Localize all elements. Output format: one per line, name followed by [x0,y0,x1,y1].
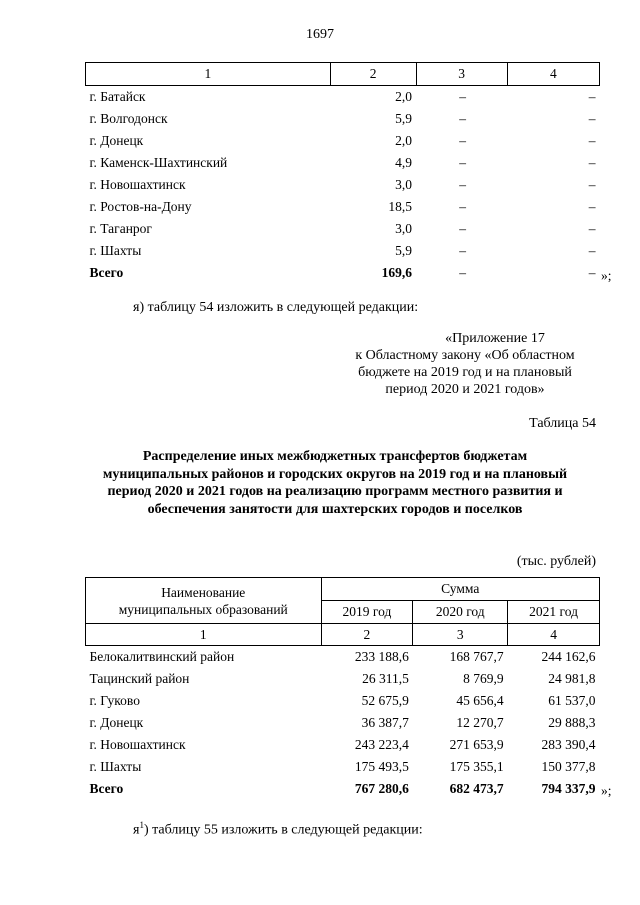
value-cell: – [459,133,466,148]
value-cell: – [588,133,596,148]
value-cell: – [459,111,466,126]
value-cell: 5,9 [395,111,413,126]
municipality-name: г. Волгодонск [89,111,168,126]
value-2019: 175 493,5 [354,759,409,774]
total-value: 169,6 [381,265,413,280]
value-2021: 150 377,8 [541,759,596,774]
value-2021: 29 888,3 [548,715,596,730]
title-line: обеспечения занятости для шахтерских городов и поселков [147,501,523,517]
municipality-name: Белокалитвинский район [89,649,235,664]
column-number-row [86,63,600,86]
value-cell: – [588,155,596,170]
transfers-table-continuation [85,62,600,284]
value-cell: – [588,177,596,192]
name-column-header [86,578,322,624]
value-2019: 233 188,6 [354,649,409,664]
value-cell: 18,5 [388,199,413,214]
value-cell: 2,0 [395,133,413,148]
municipality-name: г. Новошахтинск [89,737,186,752]
value-2021: 24 981,8 [548,671,596,686]
total-row [86,262,600,284]
paragraph-superscript: 1 [139,820,144,830]
municipality-name: г. Батайск [89,89,146,104]
municipality-name: г. Донецк [89,715,144,730]
value-2019: 26 311,5 [362,671,409,686]
value-2020: 8 769,9 [463,671,504,686]
appendix-line: «Приложение 17 [445,331,545,346]
sum-header: Сумма [321,578,600,601]
total-label: Всего [89,781,124,796]
page-number: 1697 [306,27,334,42]
value-2019: 52 675,9 [361,693,409,708]
column-number-row [86,624,600,646]
amendment-paragraph: я) таблицу 54 изложить в следующей редакции: [133,300,419,315]
table-row [86,690,600,712]
table-row [86,712,600,734]
table-row [86,218,600,240]
title-line: период 2020 и 2021 годов на реализацию программ местного развития и [107,484,563,499]
value-cell: 5,9 [395,243,413,258]
column-number: 2 [321,624,413,646]
table-row [86,86,600,109]
title-line: Распределение иных межбюджетных трансфертов бюджетам [142,449,528,464]
table-row [86,240,600,262]
total-2019: 767 280,6 [354,781,409,796]
municipality-name: г. Таганрог [89,221,152,236]
value-cell: – [588,199,596,214]
municipality-name: Тацинский район [89,671,190,686]
units-label: (тыс. рублей) [516,554,596,569]
value-2021: 283 390,4 [541,737,596,752]
year-header: 2020 год [413,601,508,624]
value-cell: 3,0 [395,221,413,236]
value-2021: 244 162,6 [541,649,596,664]
value-2020: 271 653,9 [449,737,504,752]
column-number: 1 [86,63,331,86]
value-cell: 2,0 [395,89,413,104]
value-cell: – [588,111,596,126]
value-2020: 175 355,1 [449,759,504,774]
appendix-reference [330,330,600,398]
column-number: 4 [507,63,599,86]
value-2020: 45 656,4 [456,693,504,708]
table-row [86,152,600,174]
value-cell: – [459,89,466,104]
municipality-name: г. Гуково [89,693,140,708]
table-row [86,646,600,669]
column-number: 3 [416,63,507,86]
table-number: Таблица 54 [529,416,596,431]
municipality-name: г. Донецк [89,133,144,148]
title-line: муниципальных районов и городских округов на 2019 год и на плановый [102,466,568,482]
table-row [86,196,600,218]
value-2019: 36 387,7 [361,715,409,730]
total-value: – [588,265,596,280]
municipality-name: г. Шахты [89,243,142,258]
municipality-name: г. Новошахтинск [89,177,186,192]
value-cell: – [459,155,466,170]
table-row [86,174,600,196]
transfers-table [85,577,600,800]
column-number: 2 [330,63,416,86]
municipality-name: г. Шахты [89,759,142,774]
value-2020: 12 270,7 [456,715,504,730]
value-2020: 168 767,7 [449,649,504,664]
total-2020: 682 473,7 [449,781,504,796]
paragraph-text: ) таблицу 55 изложить в следующей редакции: [143,822,423,838]
value-cell: – [459,243,466,258]
value-cell: – [459,221,466,236]
appendix-line: к Областному закону «Об областном [355,348,575,363]
total-row [86,778,600,800]
total-2021: 794 337,9 [541,781,596,796]
amendment-paragraph [133,820,423,839]
table-row [86,668,600,690]
year-header: 2019 год [321,601,413,624]
value-cell: – [459,177,466,192]
total-label: Всего [89,265,124,280]
column-number: 3 [413,624,508,646]
table-row [86,130,600,152]
municipality-name: г. Каменск-Шахтинский [89,155,228,170]
table-title [70,448,600,518]
value-cell: – [588,221,596,236]
appendix-line: период 2020 и 2021 годов» [385,382,545,397]
value-cell: 4,9 [395,155,413,170]
header-line: Наименование [161,584,246,600]
value-cell: – [588,89,596,104]
header-line: муниципальных образований [118,601,288,617]
value-cell: – [459,199,466,214]
table-row [86,734,600,756]
appendix-line: бюджете на 2019 год и на плановый [358,365,572,380]
value-cell: 3,0 [395,177,413,192]
column-number: 1 [86,624,322,646]
table-row [86,756,600,778]
total-value: – [459,265,466,280]
municipality-name: г. Ростов-на-Дону [89,199,192,214]
closing-quote-suffix: »; [601,783,612,798]
value-cell: – [588,243,596,258]
closing-quote-suffix: »; [601,268,612,283]
table-row [86,108,600,130]
value-2021: 61 537,0 [548,693,596,708]
value-2019: 243 223,4 [354,737,409,752]
header-row [86,578,600,601]
paragraph-prefix: я [133,822,140,838]
year-header: 2021 год [508,601,600,624]
column-number: 4 [508,624,600,646]
